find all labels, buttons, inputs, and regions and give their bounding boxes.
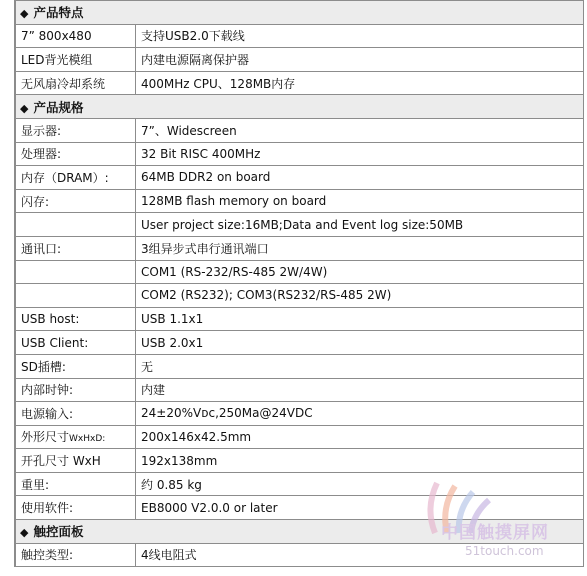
table-row bbox=[16, 48, 584, 72]
row-value: 3组异步式串行通讯端口 bbox=[136, 236, 584, 260]
table-row bbox=[16, 354, 584, 378]
table-row bbox=[16, 236, 584, 260]
table-row bbox=[16, 213, 584, 237]
row-label: 电源输入: bbox=[16, 402, 136, 426]
row-label: 使用软件: bbox=[16, 496, 136, 520]
table-row bbox=[16, 284, 584, 308]
section-header-touch-panel bbox=[16, 520, 584, 544]
table-row bbox=[16, 24, 584, 48]
row-value: 无 bbox=[136, 354, 584, 378]
section-header-specs bbox=[16, 95, 584, 119]
table-row bbox=[16, 449, 584, 473]
row-value: 24±20%Vᴅᴄ,250Ma@24VDC bbox=[136, 402, 584, 426]
row-label bbox=[16, 425, 136, 449]
row-label: 内部时钟: bbox=[16, 378, 136, 402]
row-value: COM2 (RS232); COM3(RS232/RS-485 2W) bbox=[136, 284, 584, 308]
watermark-text: 中国触摸屏网 bbox=[441, 523, 549, 543]
row-value: 200x146x42.5mm bbox=[136, 425, 584, 449]
row-value: 7”、Widescreen bbox=[136, 118, 584, 142]
row-label: 重里: bbox=[16, 472, 136, 496]
row-label: 无风扇冷却系统 bbox=[16, 71, 136, 95]
row-label: USB Client: bbox=[16, 331, 136, 355]
row-value: COM1 (RS-232/RS-485 2W/4W) bbox=[136, 260, 584, 284]
row-value: 支持USB2.0下载线 bbox=[136, 24, 584, 48]
row-label: 触控类型: bbox=[16, 543, 136, 567]
section-header-features bbox=[16, 1, 584, 25]
row-label bbox=[16, 260, 136, 284]
row-label bbox=[16, 284, 136, 308]
table-row bbox=[16, 71, 584, 95]
row-label bbox=[16, 213, 136, 237]
section-title: 触控面板 bbox=[33, 524, 84, 540]
row-value: 192x138mm bbox=[136, 449, 584, 473]
table-row bbox=[16, 189, 584, 213]
row-value: 4线电阻式 bbox=[136, 543, 584, 567]
row-label: USB host: bbox=[16, 307, 136, 331]
spec-table-frame bbox=[14, 0, 584, 567]
watermark-url: 51touch.com bbox=[465, 544, 544, 558]
row-value: EB8000 V2.0.0 or later bbox=[136, 496, 584, 520]
row-label: SD插槽: bbox=[16, 354, 136, 378]
row-value: 64MB DDR2 on board bbox=[136, 166, 584, 190]
table-row bbox=[16, 166, 584, 190]
section-title: 产品特点 bbox=[33, 5, 84, 21]
table-row bbox=[16, 331, 584, 355]
row-label-small: WxHxD: bbox=[69, 434, 106, 445]
table-row bbox=[16, 496, 584, 520]
spec-table bbox=[15, 0, 584, 567]
table-row bbox=[16, 260, 584, 284]
row-value: 约 0.85 kg bbox=[136, 472, 584, 496]
row-value: 内建 bbox=[136, 378, 584, 402]
row-label: 闪存: bbox=[16, 189, 136, 213]
row-value: User project size:16MB;Data and Event log size:50MB bbox=[136, 213, 584, 237]
row-value: 128MB flash memory on board bbox=[136, 189, 584, 213]
row-value: USB 2.0x1 bbox=[136, 331, 584, 355]
table-row bbox=[16, 472, 584, 496]
table-row bbox=[16, 118, 584, 142]
row-value: 32 Bit RISC 400MHz bbox=[136, 142, 584, 166]
table-row bbox=[16, 425, 584, 449]
table-row bbox=[16, 402, 584, 426]
diamond-icon: ◆ bbox=[20, 526, 29, 540]
row-label: 内存（DRAM）: bbox=[16, 166, 136, 190]
row-label: LED背光模组 bbox=[16, 48, 136, 72]
row-label: 处理器: bbox=[16, 142, 136, 166]
section-title: 产品规格 bbox=[33, 99, 84, 115]
row-label: 7” 800x480 bbox=[16, 24, 136, 48]
row-label: 通讯口: bbox=[16, 236, 136, 260]
table-row bbox=[16, 543, 584, 567]
table-row bbox=[16, 142, 584, 166]
diamond-icon: ◆ bbox=[20, 7, 29, 21]
table-row bbox=[16, 378, 584, 402]
row-value: 400MHz CPU、128MB内存 bbox=[136, 71, 584, 95]
row-label: 显示器: bbox=[16, 118, 136, 142]
row-label-main: 外形尺寸 bbox=[21, 430, 70, 445]
diamond-icon: ◆ bbox=[20, 101, 29, 115]
row-value: 内建电源隔离保护器 bbox=[136, 48, 584, 72]
row-value: USB 1.1x1 bbox=[136, 307, 584, 331]
table-row bbox=[16, 307, 584, 331]
row-label: 开孔尺寸 WxH bbox=[16, 449, 136, 473]
